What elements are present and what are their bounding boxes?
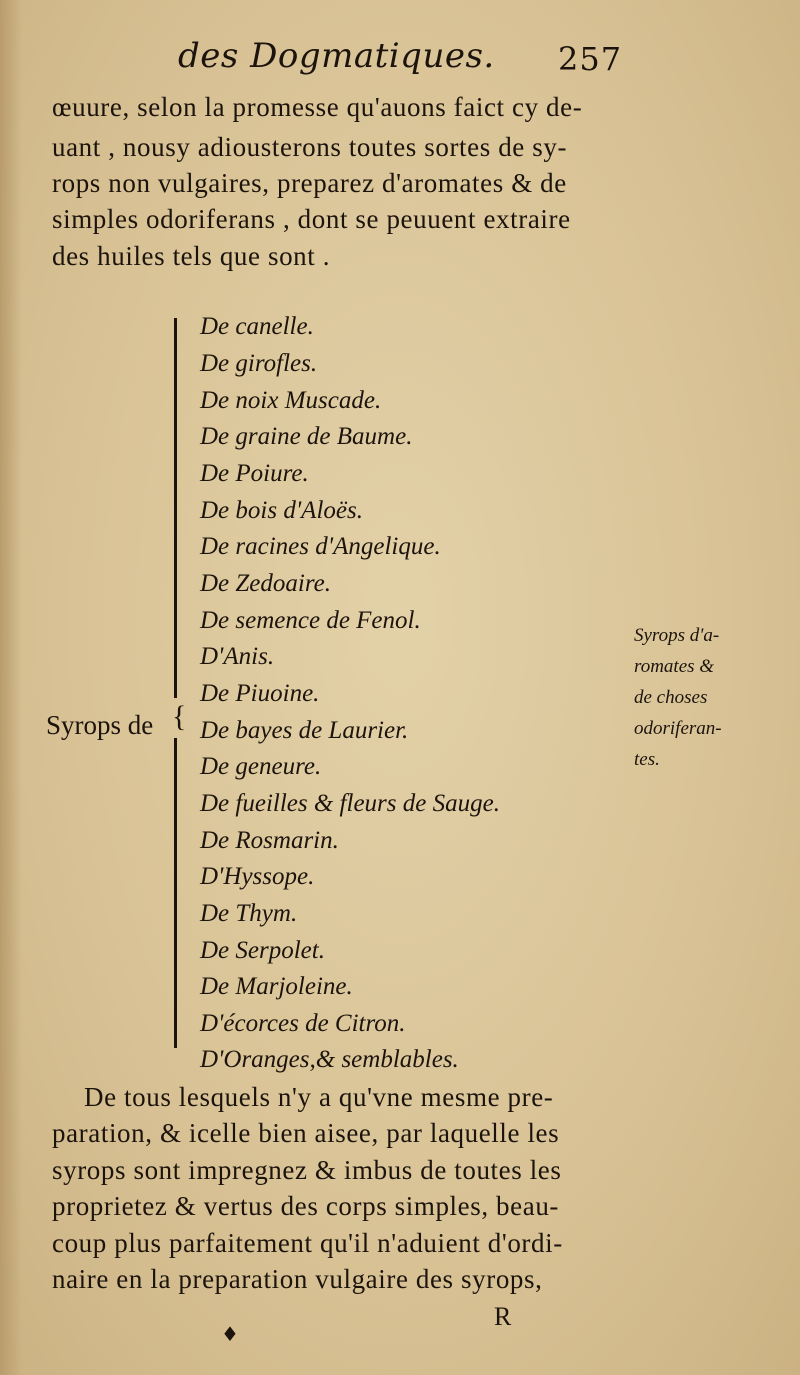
paragraph-line: simples odoriferans , dont se peuuent extraire (52, 204, 571, 234)
paragraph-line: coup plus parfaitement qu'il n'aduient d'ordi- (52, 1228, 563, 1258)
ink-blot-icon: ♦ (221, 1322, 239, 1346)
margin-note-line: Syrops d'a- (634, 625, 720, 646)
list-item: De geneure. (200, 753, 322, 780)
page-gutter-shadow (0, 0, 22, 1375)
list-item: De Poiure. (200, 460, 309, 487)
list-item: De girofles. (200, 350, 318, 377)
list-item: De Serpolet. (200, 937, 325, 964)
paragraph-line: des huiles tels que sont . (52, 241, 331, 271)
margin-note-line: romates & (634, 656, 715, 677)
page-number: 257 (558, 40, 623, 78)
list-item: De semence de Fenol. (200, 607, 421, 634)
margin-note-line: de choses (634, 687, 708, 708)
list-item: De Thym. (200, 900, 298, 927)
list-item: De fueilles & fleurs de Sauge. (200, 790, 500, 817)
paragraph-line: syrops sont impregnez & imbus de toutes les (52, 1155, 562, 1185)
paragraph-line: proprietez & vertus des corps simples, beau- (52, 1191, 560, 1221)
list-item: De Marjoleine. (200, 973, 353, 1000)
paragraph-line: paration, & icelle bien aisee, par laquelle les (52, 1118, 560, 1148)
brace-lower-rule (174, 738, 177, 1048)
paragraph-line: rops non vulgaires, preparez d'aromates & de (52, 168, 567, 198)
list-item: De Zedoaire. (200, 570, 331, 597)
list-item: De Rosmarin. (200, 827, 339, 854)
paragraph-line: uant , nousy adiousterons toutes sortes de sy- (52, 132, 568, 162)
list-item: De graine de Baume. (200, 423, 413, 450)
paragraph-line: De tous lesquels n'y a qu'vne mesme pre- (84, 1082, 554, 1112)
running-header-title: des Dogmatiques. (178, 36, 495, 76)
brace-label: Syrops de (46, 710, 154, 740)
list-item: D'Oranges,& semblables. (200, 1046, 459, 1073)
paragraph-line: naire en la preparation vulgaire des syrops, (52, 1264, 543, 1294)
brace-upper-rule (174, 318, 177, 698)
list-item: De bois d'Aloës. (200, 497, 363, 524)
list-item: De racines d'Angelique. (200, 533, 441, 560)
list-item: D'Hyssope. (200, 863, 315, 890)
list-item: De noix Muscade. (200, 387, 382, 414)
list-item: De bayes de Laurier. (200, 717, 409, 744)
brace-point: { (172, 700, 187, 733)
list-item: D'écorces de Citron. (200, 1010, 406, 1037)
list-item: De Piuoine. (200, 680, 320, 707)
list-item: De canelle. (200, 313, 314, 340)
margin-note-line: tes. (634, 749, 660, 770)
paragraph-line: œuure, selon la promesse qu'auons faict cy de- (52, 92, 583, 122)
list-item: D'Anis. (200, 643, 275, 670)
margin-note-line: odoriferan- (634, 718, 722, 739)
signature-mark: R (494, 1302, 512, 1331)
